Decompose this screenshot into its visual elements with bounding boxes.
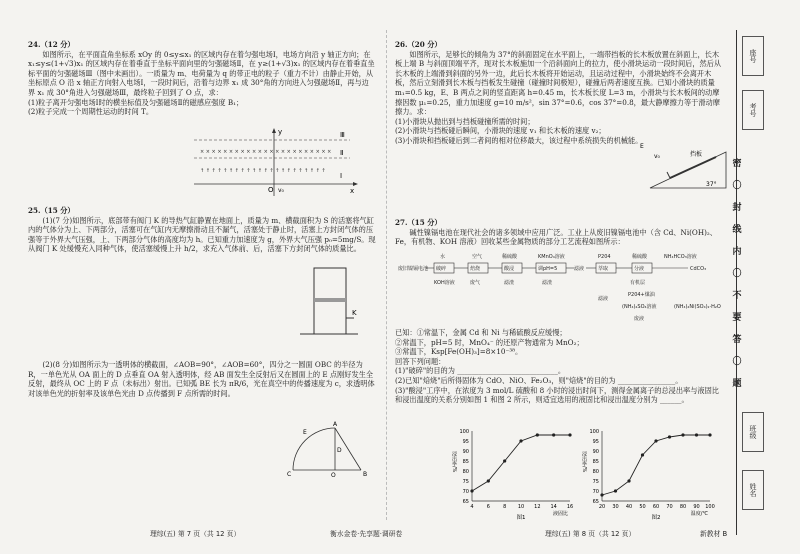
q25-heading: 25.（15 分） bbox=[28, 206, 75, 215]
data-point bbox=[627, 479, 630, 482]
x-tick-label: 6 bbox=[486, 504, 490, 510]
footer-left-page: 理综(五) 第 7 页（共 12 页） bbox=[150, 530, 241, 538]
flow-out-residue2: 滤渣 bbox=[542, 280, 553, 286]
y-tick-label: 75 bbox=[592, 479, 599, 485]
q26-incline-figure bbox=[640, 140, 730, 192]
x-tick-label: 14 bbox=[550, 504, 557, 510]
flow-in-water: 水 bbox=[440, 254, 446, 260]
seal-char-4: 线 bbox=[732, 225, 742, 235]
y-tick-label: 95 bbox=[462, 439, 469, 445]
data-point bbox=[600, 493, 603, 496]
q24-heading: 24.（12 分） bbox=[28, 40, 75, 49]
y-tick-label: 65 bbox=[462, 499, 469, 505]
x-tick-label: 100 bbox=[705, 504, 715, 510]
q25-cylinder-figure bbox=[300, 262, 360, 342]
data-point bbox=[487, 479, 490, 482]
chart-title: 图1 bbox=[516, 515, 526, 520]
fig-baffle-label: 挡板 bbox=[690, 151, 703, 158]
q26-sub3: (3)小滑块和挡板碰后到二者间的相对位移最大，该过程中系统损失的机械能。 bbox=[395, 135, 643, 145]
flow-out-residue1: 滤渣 bbox=[504, 280, 515, 286]
q27-flowchart bbox=[398, 250, 728, 326]
seal-char-3: 封 bbox=[732, 203, 742, 213]
data-point bbox=[536, 433, 539, 436]
data-point bbox=[654, 439, 657, 442]
valve-k-label: K bbox=[352, 309, 357, 317]
q24-sub2: (2)粒子完成一个周期性运动的时间 T。 bbox=[28, 107, 154, 117]
series-line bbox=[472, 435, 570, 491]
fig-x-label: x bbox=[350, 187, 355, 195]
x-tick-label: 4 bbox=[470, 504, 474, 510]
y-tick-label: 90 bbox=[462, 449, 469, 455]
y-tick-label: 80 bbox=[592, 469, 599, 475]
q26-sub1: (1)小滑块从抛出到与挡板碰撞所需的时间； bbox=[395, 116, 535, 126]
data-point bbox=[552, 433, 555, 436]
q27-a3: (3)"酸浸"工序中，在浓度为 3 mol/L 硫酸和 8 小时的浸出时间下，测得金属离子的总浸出率与液固比和浸出温度的关系分别如图 1 和图 2 所示，则适宜选用的液固比和浸出温度分别为 ______。 bbox=[395, 385, 719, 405]
fig-angle-label: 37° bbox=[706, 181, 717, 188]
q25-part1: (1)(7 分)如图所示，底部带有阀门 K 的导热气缸静置在地面上，质量为 m、横截面积为 S 的活塞将气缸内的气体分为上、下两部分，活塞可在气缸内无摩擦滑动且不漏气，活塞处于静止时，活塞上方封闭气体的压强等于外界大气压强，上、下两部分气体的高度均为 h。已知重力加速度为 g，外界大气压强 p₀=5mg/S。现从阀门 K 处缓慢充入同种气体，使活塞缓慢上升 h/2，求充入气体前、后，活塞下方封闭气体的质量比。 bbox=[28, 215, 376, 254]
seal-char-1: 密 bbox=[732, 159, 742, 169]
series-line bbox=[602, 435, 710, 495]
flow-cdco3: CdCO₃ bbox=[690, 266, 707, 272]
q26-body: 如图所示，足够长的倾角为 37°的斜面固定在水平面上，一端带挡板的长木板放置在斜面上，长木板上端 B 与斜面顶端平齐，现对长木板施加一个沿斜面向上的拉力，使小滑块运动一段时间后，然后从长木板的上端滑到斜面的另外一边，此后长木板将开始运动，且运动过程中，小滑块始终不会离开木板，然后立刻滑到长木板与挡板发生碰撞（碰撞时间极短），碰撞后两者速度互换。已知小滑块的质量 m₁=0.5 kg，E、B 两点之间的竖直距离 h=0.45 m，长木板长度 L=3 m，小滑块与长木板间的动摩擦因数 μ₁=0.25，重力加速度 g=10 m/s²，sin 37°=0.6，cos 37°=0.8，最大静摩擦力等于滑动摩擦力。求： bbox=[395, 49, 722, 117]
flow-step-roast: 焙烧 bbox=[470, 266, 481, 272]
fig-region-3: Ⅲ bbox=[340, 131, 345, 139]
fig-e-label: E bbox=[303, 429, 307, 436]
flow-out-gas: 废气 bbox=[470, 280, 481, 286]
svg-text:× × × × × × × × × × × × × × ×: × × × × × × × × × × × × × × × × × × × × × × × bbox=[200, 149, 332, 155]
chart-title: 图2 bbox=[651, 515, 661, 520]
column-divider bbox=[386, 30, 387, 520]
flow-in-acid: 稀硫酸 bbox=[502, 254, 518, 260]
fig-v0: v₀ bbox=[278, 187, 284, 194]
data-point bbox=[614, 489, 617, 492]
q24-figure bbox=[190, 126, 360, 198]
q27-notes bbox=[395, 328, 725, 405]
flow-start: 废旧镍镉电池 bbox=[398, 266, 429, 272]
q27-known1: 已知：①常温下，金属 Cd 和 Ni 与稀硫酸反应缓慢； bbox=[395, 328, 567, 337]
q25-block bbox=[28, 206, 376, 254]
x-tick-label: 8 bbox=[503, 504, 507, 510]
flow-step-crush: 破碎 bbox=[436, 266, 447, 272]
data-point bbox=[470, 489, 473, 492]
fig-b-label: B bbox=[363, 471, 368, 478]
data-point bbox=[641, 453, 644, 456]
x-tick-label: 12 bbox=[534, 504, 541, 510]
y-tick-label: 100 bbox=[459, 429, 469, 435]
y-tick-label: 80 bbox=[462, 469, 469, 475]
flow-waste: 废液 bbox=[634, 316, 645, 322]
y-tick-label: 100 bbox=[589, 429, 599, 435]
seal-char-10: 〇 bbox=[732, 357, 742, 367]
fig-v0-label: v₀ bbox=[654, 153, 660, 160]
fig-y-label: y bbox=[278, 128, 283, 136]
seal-char-5: 内 bbox=[732, 247, 742, 257]
right-column bbox=[395, 40, 725, 146]
x-tick-label: 16 bbox=[566, 504, 574, 510]
x-tick-label: 80 bbox=[679, 504, 687, 510]
seal-char-9: 答 bbox=[732, 335, 742, 345]
data-point bbox=[568, 433, 571, 436]
q25-part2: (2)(8 分)如图所示为一透明体的横截面，∠AOB=90°，∠AOB=60°，四分之一圆面 OBC 的半径为 R，一单色光从 OA 面上的 D 点垂直 OA 射入透明体，经 AB 面发生全反射后又在圆面上的 E 点刚好发生全反射，最终从 OC 上的 F 点（未标出）射出。已知弧 BE 长为 πR/6，光在真空中的传播速度为 c，求透明体对该单色光的折射率及该单色光由 D 点传播到 F 点所需的时间。 bbox=[28, 360, 375, 398]
flow-step-separate: 分液 bbox=[634, 266, 645, 272]
q26-heading: 26.（20 分） bbox=[395, 40, 442, 49]
footer-tag: 新教材 B bbox=[700, 530, 728, 538]
fig-region-1: Ⅰ bbox=[340, 172, 343, 180]
y-tick-label: 70 bbox=[592, 489, 599, 495]
q27-known3: ③常温下，Ksp[Fe(OH)₃]=8×10⁻³⁸。 bbox=[395, 347, 523, 357]
footer-center-brand: 衡水金卷·先享题·调研卷 bbox=[330, 530, 403, 538]
x-tick-label: 60 bbox=[652, 504, 660, 510]
q24-body: 如图所示，在平面直角坐标系 xOy 的 0≤y≤x₁ 的区域内存在着匀强电场Ⅰ，电场方向沿 y 轴正方向；在 x₁≤y≤(1+√3)x₁ 的区域内存在着垂直于坐标平面向里的匀强磁场Ⅱ，在 y≥(1+√3)x₁ 的区域内存在着垂直坐标平面的匀强磁场Ⅲ（图中未画出）。一质量为 m、电荷量为 q 的带正电的粒子（重力不计）由静止开始，从坐标原点 O 沿 x 轴正方向射入电场Ⅰ，一段时间后，沿着与边界 x₁ 成 30°角的方向进入匀强磁场Ⅱ，再与边界 x₁ 成 30°角进入匀强磁场Ⅲ，最终粒子回到了 O 点，求： bbox=[28, 49, 375, 97]
data-point bbox=[519, 439, 522, 442]
q27-a1: (1)"破碎"的目的为 ____________________________。 bbox=[395, 366, 566, 376]
chart-figure-2 bbox=[580, 425, 720, 520]
y-tick-label: 70 bbox=[462, 489, 469, 495]
q24-sub1: (1)粒子离开匀强电场Ⅰ时的横坐标值及匀强磁场Ⅱ的磁感应强度 B₁； bbox=[28, 97, 244, 107]
flow-out-koh: KOH溶液 bbox=[434, 280, 455, 286]
fig-origin: O bbox=[268, 186, 274, 194]
x-axis-label: 温度/℃ bbox=[690, 511, 708, 517]
fig-region-2: Ⅱ bbox=[340, 149, 344, 157]
fig-a-label: A bbox=[333, 421, 338, 428]
y-tick-label: 65 bbox=[592, 499, 599, 505]
data-point bbox=[503, 459, 506, 462]
x-tick-label: 40 bbox=[625, 504, 633, 510]
svg-text:↑ ↑ ↑ ↑ ↑ ↑ ↑ ↑ ↑ ↑ ↑ ↑ ↑ ↑ ↑: ↑ ↑ ↑ ↑ ↑ ↑ ↑ ↑ ↑ ↑ ↑ ↑ ↑ ↑ ↑ ↑ ↑ ↑ ↑ ↑ ↑ ↑ bbox=[200, 168, 326, 174]
seat-box: 座号 bbox=[742, 36, 764, 76]
flow-step-ph: 调pH=5 bbox=[538, 266, 558, 272]
q26-sub2: (2)小滑块与挡板碰后瞬间，小滑块的速度 v₁ 和长木板的速度 v₂； bbox=[395, 126, 606, 136]
x-tick-label: 30 bbox=[612, 504, 619, 510]
seal-char-6: 〇 bbox=[732, 269, 742, 279]
class-box: 班级 bbox=[742, 412, 764, 452]
y-tick-label: 85 bbox=[592, 459, 599, 465]
data-point bbox=[695, 433, 698, 436]
flow-step-extract: 萃取 bbox=[598, 266, 609, 272]
x-tick-label: 20 bbox=[598, 504, 606, 510]
y-tick-label: 95 bbox=[592, 439, 599, 445]
q25-part2-block bbox=[28, 360, 376, 398]
q25-prism-figure bbox=[283, 418, 373, 478]
footer-right-page: 理综(五) 第 8 页（共 12 页） bbox=[545, 530, 636, 538]
fig-e-point: E bbox=[640, 143, 644, 150]
fig-c-label: C bbox=[287, 471, 292, 478]
flow-filtrate: 滤液 bbox=[574, 266, 585, 272]
y-tick-label: 75 bbox=[462, 479, 469, 485]
seal-char-7: 不 bbox=[732, 291, 742, 301]
x-tick-label: 70 bbox=[666, 504, 673, 510]
chart-figure-1 bbox=[450, 425, 580, 520]
seal-char-8: 要 bbox=[732, 313, 742, 323]
fig-o-label: O bbox=[331, 472, 336, 478]
flow-filtrate2: 滤液 bbox=[598, 296, 609, 302]
flow-ammonium-sulfate: (NH₄)₂SO₄溶液 bbox=[622, 304, 657, 310]
q27-body: 碱性镍镉电池在现代社会的诸多领域中应用广泛。工业上从废旧镍镉电池中（含 Cd、Ni(OH)₂、Fe，有机物、KOH 溶液）回收某些金属物质的部分工艺流程如图所示： bbox=[395, 227, 717, 247]
data-point bbox=[708, 433, 711, 436]
flow-in-kmno4: KMnO₄溶液 bbox=[538, 254, 565, 260]
x-tick-label: 50 bbox=[639, 504, 646, 510]
flow-in-air: 空气 bbox=[472, 254, 483, 260]
y-tick-label: 90 bbox=[592, 449, 599, 455]
flow-in-p204: P204 bbox=[598, 254, 611, 260]
flow-p204-kerosene: P204+煤油 bbox=[628, 292, 655, 298]
name-box: 姓名 bbox=[742, 470, 764, 510]
seal-char-11: 题 bbox=[732, 379, 742, 389]
q27-block bbox=[395, 218, 725, 247]
seal-char-2: 〇 bbox=[732, 181, 742, 191]
y-axis-label: 浸出率/% bbox=[451, 451, 457, 473]
q27-heading: 27.（15 分） bbox=[395, 218, 442, 227]
x-axis-label: 液固比 bbox=[552, 511, 568, 517]
q27-a2: (2)已知"焙烧"后所得固体为 CdO、NiO、Fe₂O₃，则"焙烧"的目的为 ________________。 bbox=[395, 375, 683, 385]
fig-d-label: D bbox=[337, 447, 342, 454]
flow-organic: 有机层 bbox=[630, 280, 646, 286]
data-point bbox=[668, 435, 671, 438]
flow-step-leach: 酸浸 bbox=[504, 266, 515, 272]
y-tick-label: 85 bbox=[462, 459, 469, 465]
binding-strip bbox=[732, 30, 767, 535]
x-tick-label: 90 bbox=[693, 504, 700, 510]
flow-product-ni: (NH₄)₂Ni(SO₄)₂·H₂O bbox=[674, 304, 721, 310]
left-column bbox=[28, 40, 376, 117]
q27-known2: ②常温下，pH=5 时，MnO₄⁻ 的还原产物通常为 MnO₂； bbox=[395, 337, 584, 347]
x-tick-label: 10 bbox=[517, 504, 525, 510]
flow-in-nh4hco3: NH₄HCO₃溶液 bbox=[664, 254, 697, 260]
flow-in-acid2: 稀硫酸 bbox=[632, 254, 648, 260]
data-point bbox=[681, 433, 684, 436]
y-axis-label: 浸出率/% bbox=[581, 451, 587, 473]
exam-number-box: 考号 bbox=[742, 90, 764, 130]
q27-ask: 回答下列问题： bbox=[395, 356, 446, 366]
